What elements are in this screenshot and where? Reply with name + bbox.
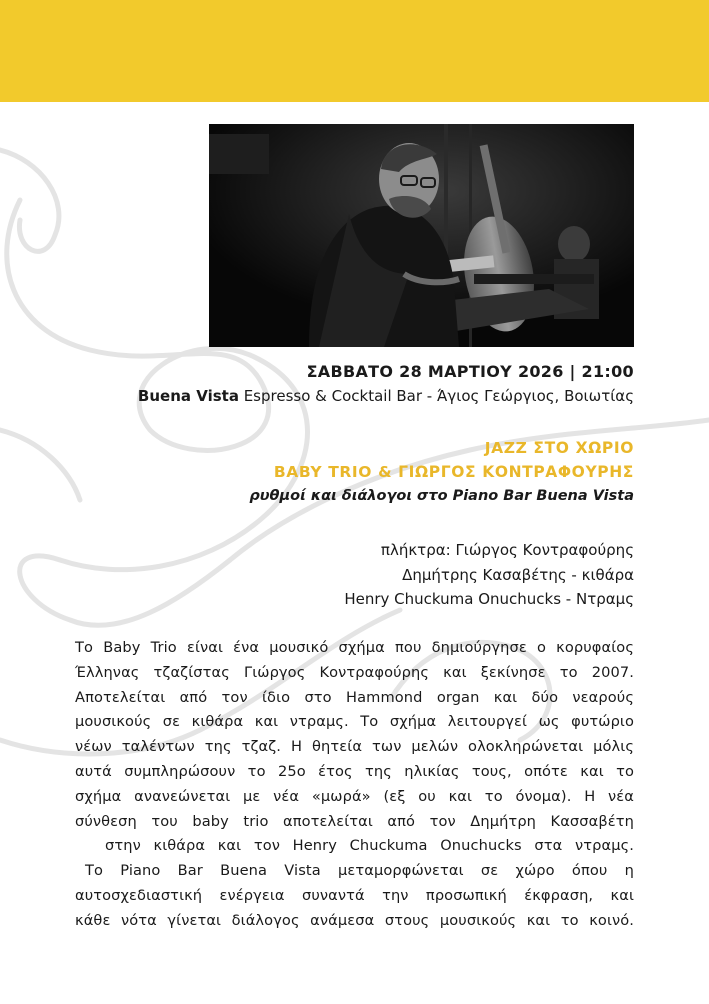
description-line: στην κιθάρα και τον Henry Chuckuma Onuchucks στα ντραμς. [105, 837, 634, 855]
event-photo [209, 124, 634, 347]
event-title [274, 436, 634, 484]
description-line: αυτά συμπληρώσουν το 25ο έτος της ηλικίας τους, οπότε και το [75, 762, 634, 780]
description-line: αυτοσχεδιαστική ενέργεια συναντά την προσωπική έκφραση, και [75, 886, 634, 904]
event-date-time: ΣΑΒΒΑΤΟ 28 ΜΑΡΤΙΟΥ 2026 | 21:00 [306, 362, 634, 381]
description-line: σχήμα ανανεώνεται με νέα «μωρά» (εξ ου και το όνομα). Η νέα [75, 787, 634, 805]
lineup-item: πλήκτρα: Γιώργος Κοντραφούρης [380, 541, 634, 559]
description-line: μουσικούς σε κιθάρα και ντραμς. Το σχήμα λειτουργεί ως φυτώριο [75, 713, 634, 731]
description-line: Αποτελείται από τον ίδιο στο Hammond organ και δύο νεαρούς [75, 688, 634, 706]
description-line: κάθε νότα γίνεται διάλογος ανάμεσα στους μουσικούς και το κοινό. [75, 911, 634, 929]
event-subtitle: ρυθμοί και διάλογοι στο Piano Bar Buena Vista [249, 488, 634, 504]
pianist-photo-illustration [209, 124, 634, 347]
description-line: Έλληνας τζαζίστας Γιώργος Κοντραφούρης και ξεκίνησε το 2007. [75, 663, 634, 681]
description-line: σύνθεση του baby trio αποτελείται από τον Δημήτρη Κασσαβέτη [75, 812, 634, 830]
venue-details: Espresso & Cocktail Bar - Άγιος Γεώργιος, Βοιωτίας [238, 387, 634, 405]
event-title-line-2: BABY TRIO & ΓΙΩΡΓΟΣ ΚΟΝΤΡΑΦΟΥΡΗΣ [273, 463, 634, 481]
venue-name: Buena Vista [137, 387, 239, 405]
lineup-item: Henry Chuckuma Onuchucks - Ντραμς [344, 590, 634, 608]
lineup-list [344, 538, 634, 612]
description-line: Το Piano Bar Buena Vista μεταμορφώνεται σε χώρο όπου η [85, 862, 634, 880]
event-description [75, 636, 634, 934]
lineup-item: Δημήτρης Κασαβέτης - κιθάρα [402, 565, 634, 584]
description-line: Το Baby Trio είναι ένα μουσικό σχήμα που δημιούργησε ο κορυφαίος [75, 639, 634, 656]
description-line: νέων ταλέντων της τζαζ. Η θητεία των μελών ολοκληρώνεται μόλις [75, 738, 634, 756]
event-title-line-1: JAZZ ΣΤΟ ΧΩΡΙΟ [484, 439, 634, 457]
top-color-band [0, 0, 709, 102]
event-venue [138, 387, 634, 405]
